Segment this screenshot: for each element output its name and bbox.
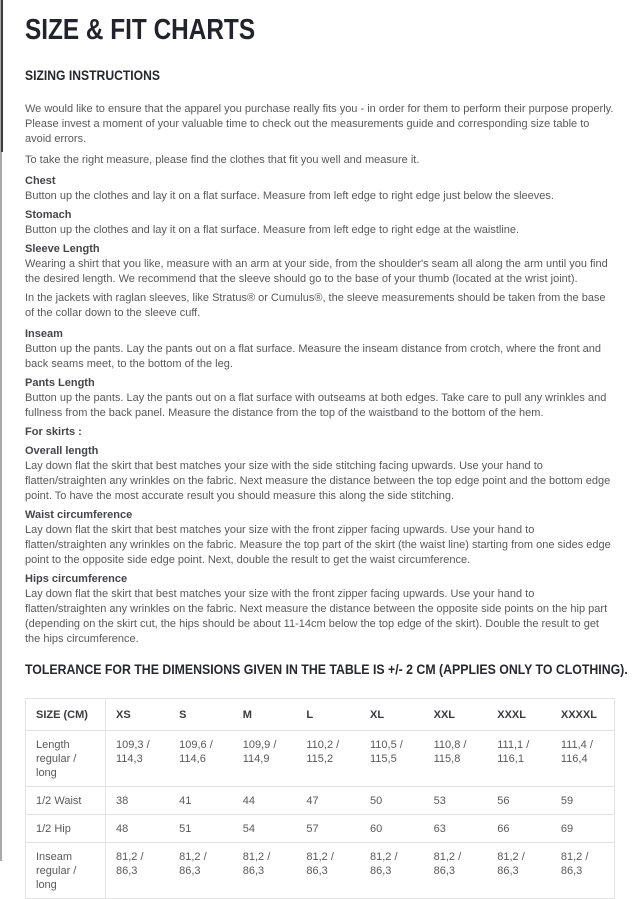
table-cell: 44: [233, 787, 297, 815]
column-header-size-cm: SIZE (CM): [26, 699, 106, 731]
sizing-instructions-heading: SIZING INSTRUCTIONS: [25, 68, 161, 83]
section-text-chest: Button up the clothes and lay it on a flat surface. Measure from left edge to right edge just below the sleeves.: [25, 190, 554, 202]
table-cell: 53: [424, 787, 488, 815]
section-stomach: [25, 208, 615, 238]
section-heading-stomach: Stomach: [25, 209, 72, 221]
table-cell: 81,2 / 86,3: [233, 843, 297, 899]
section-waist-circumference: [25, 508, 615, 568]
section-chest: [25, 174, 615, 204]
table-cell: 41: [169, 787, 233, 815]
table-cell: 51: [169, 815, 233, 843]
table-row-half-hip: [26, 815, 615, 843]
section-sleeve-length: [25, 242, 615, 287]
table-cell: 56: [487, 787, 551, 815]
table-cell: 66: [487, 815, 551, 843]
row-label: Inseam regular / long: [26, 843, 106, 899]
column-header-l: L: [296, 699, 360, 731]
column-header-s: S: [169, 699, 233, 731]
column-header-m: M: [233, 699, 297, 731]
section-text-hips-circumference: Lay down flat the skirt that best matches your size with the front zipper facing upwards. Use your hand to flatten/straighten any wrinkles on the fabric. Next measure the distance between the opposite side points on the hip part (depending on the skirt cut, the hips should be about 11-14cm below the top edge of the skirt). Double the result to get the hips circumference.: [25, 588, 608, 645]
section-overall-length: [25, 444, 615, 504]
tolerance-note: TOLERANCE FOR THE DIMENSIONS GIVEN IN THE TABLE IS +/- 2 CM (APPLIES ONLY TO CLOTHING).: [25, 661, 628, 677]
section-text-waist-circumference: Lay down flat the skirt that best matches your size with the front zipper facing upwards. Use your hand to flatten/straighten any wrinkles on the fabric. Measure the top part of the skirt (the waist line) starting from one sides edge point to the opposite side edge point. Next, double the result to get the waist circumference.: [25, 524, 611, 566]
table-cell: 81,2 / 86,3: [296, 843, 360, 899]
row-label: 1/2 Hip: [26, 815, 106, 843]
row-label: Length regular / long: [26, 731, 106, 787]
table-row-length: [26, 731, 615, 787]
table-cell: 109,9 / 114,9: [233, 731, 297, 787]
size-chart-table: [25, 698, 615, 899]
table-cell: 110,5 / 115,5: [360, 731, 424, 787]
section-hips-circumference: [25, 572, 615, 647]
table-row-inseam: [26, 843, 615, 899]
table-cell: 81,2 / 86,3: [169, 843, 233, 899]
table-cell: 54: [233, 815, 297, 843]
section-heading-sleeve-length: Sleeve Length: [25, 243, 100, 255]
table-cell: 110,2 / 115,2: [296, 731, 360, 787]
table-cell: 81,2 / 86,3: [106, 843, 170, 899]
intro-paragraph-2: To take the right measure, please find the clothes that fit you well and measure it.: [25, 154, 420, 166]
section-heading-inseam: Inseam: [25, 328, 63, 340]
table-row-half-waist: [26, 787, 615, 815]
section-text-pants-length: Button up the pants. Lay the pants out on a flat surface with outseams at both edges. Take care to pull any wrinkles and fullness from the back panel. Measure the distance from the top of the waistband to the bottom of the hem.: [25, 392, 607, 419]
window-left-edge-top: [1, 0, 3, 152]
table-cell: 47: [296, 787, 360, 815]
page-title: SIZE & FIT CHARTS: [25, 14, 256, 46]
section-heading-for-skirts: For skirts :: [25, 426, 82, 438]
table-cell: 111,1 / 116,1: [487, 731, 551, 787]
section-text-overall-length: Lay down flat the skirt that best matches your size with the side stitching facing upwards. Use your hand to flatten/straighten any wrinkles on the fabric. Next measure the distance between the top edge point and the bottom edge point. To have the most accurate result you should measure this along the side stitching.: [25, 460, 611, 502]
table-cell: 60: [360, 815, 424, 843]
table-cell: 81,2 / 86,3: [424, 843, 488, 899]
table-cell: 81,2 / 86,3: [551, 843, 615, 899]
column-header-xs: XS: [106, 699, 170, 731]
section-pants-length: [25, 376, 615, 421]
table-cell: 38: [106, 787, 170, 815]
section-heading-overall-length: Overall length: [25, 445, 99, 457]
table-cell: 110,8 / 115,8: [424, 731, 488, 787]
row-label: 1/2 Waist: [26, 787, 106, 815]
section-text-sleeve-length: Wearing a shirt that you like, measure with an arm at your side, from the shoulder's seam all along the arm until you find the desired length. We recommend that the sleeve should go to the base of your thumb (located at the wrist joint).: [25, 258, 608, 285]
table-cell: 81,2 / 86,3: [487, 843, 551, 899]
section-heading-chest: Chest: [25, 175, 56, 187]
table-header-row: [26, 699, 615, 731]
table-cell: 109,3 / 114,3: [106, 731, 170, 787]
column-header-xl: XL: [360, 699, 424, 731]
section-inseam: [25, 327, 615, 372]
table-cell: 109,6 / 114,6: [169, 731, 233, 787]
table-cell: 50: [360, 787, 424, 815]
section-heading-hips-circumference: Hips circumference: [25, 573, 128, 585]
raglan-sleeves-note: In the jackets with raglan sleeves, like Stratus® or Cumulus®, the sleeve measurements should be taken from the base of the collar down to the sleeve cuff.: [25, 292, 606, 319]
section-heading-waist-circumference: Waist circumference: [25, 509, 133, 521]
column-header-xxl: XXL: [424, 699, 488, 731]
column-header-xxxl: XXXL: [487, 699, 551, 731]
section-for-skirts: [25, 425, 615, 440]
table-cell: 111,4 / 116,4: [551, 731, 615, 787]
section-text-inseam: Button up the pants. Lay the pants out on a flat surface. Measure the inseam distance from crotch, where the front and back seams meet, to the bottom of the leg.: [25, 343, 602, 370]
table-cell: 63: [424, 815, 488, 843]
table-cell: 48: [106, 815, 170, 843]
table-cell: 59: [551, 787, 615, 815]
table-cell: 81,2 / 86,3: [360, 843, 424, 899]
column-header-xxxxl: XXXXL: [551, 699, 615, 731]
section-text-stomach: Button up the clothes and lay it on a flat surface. Measure from left edge to right edge at the waistline.: [25, 224, 520, 236]
intro-paragraph-1: We would like to ensure that the apparel you purchase really fits you - in order for them to perform their purpose properly. Please invest a moment of your valuable time to check out the measurements guide and corresponding size table to avoid errors.: [25, 103, 614, 145]
table-cell: 69: [551, 815, 615, 843]
table-cell: 57: [296, 815, 360, 843]
section-heading-pants-length: Pants Length: [25, 377, 95, 389]
